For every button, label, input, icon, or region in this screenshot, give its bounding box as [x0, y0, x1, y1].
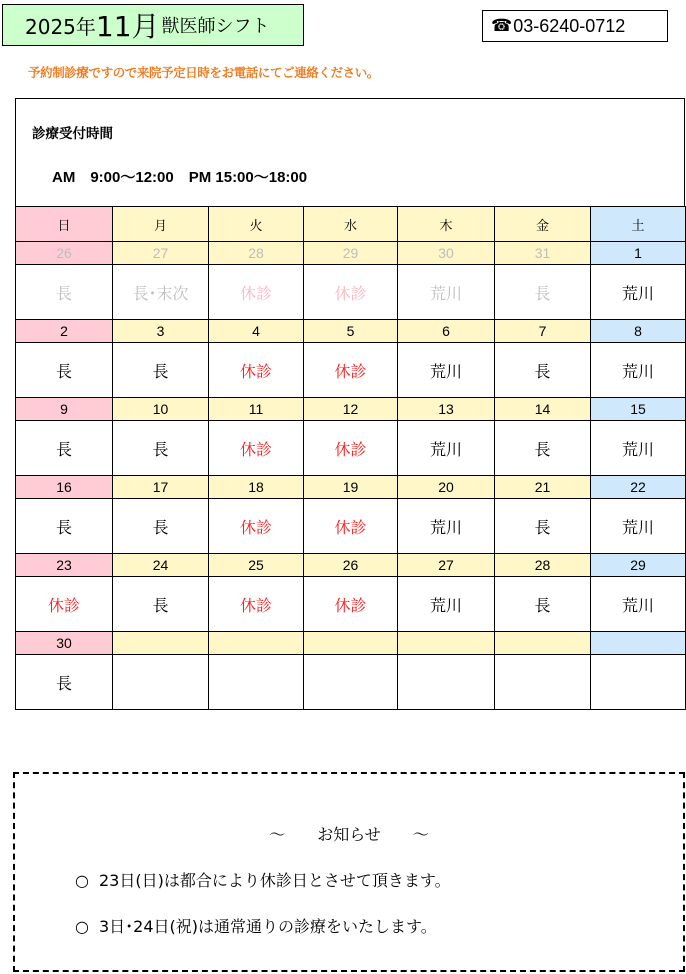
shift-cell: [495, 655, 591, 710]
date-cell: 7: [495, 320, 591, 343]
shift-cell-closed: 休診: [209, 421, 304, 476]
shift-row: [16, 421, 686, 476]
date-row: [16, 320, 686, 343]
date-cell: 5: [304, 320, 398, 343]
shift-cell: 長: [495, 421, 591, 476]
date-cell: 25: [209, 554, 304, 577]
shift-cell: 長･末次: [113, 265, 209, 320]
weekday-sun: 日: [16, 207, 113, 242]
date-cell: 23: [16, 554, 113, 577]
notice-item: [75, 914, 437, 937]
weekday-thu: 木: [398, 207, 495, 242]
circle-bullet-icon: ○: [75, 917, 89, 936]
shift-cell: 長: [16, 499, 113, 554]
notice-title: 〜 お知らせ 〜: [269, 825, 429, 844]
shift-row: [16, 343, 686, 398]
date-row: [16, 242, 686, 265]
date-cell: 1: [591, 242, 686, 265]
shift-cell: 荒川: [591, 499, 686, 554]
shift-cell: 荒川: [398, 265, 495, 320]
shift-cell-closed: 休診: [209, 343, 304, 398]
date-cell: 28: [209, 242, 304, 265]
date-cell: 13: [398, 398, 495, 421]
date-cell: 31: [495, 242, 591, 265]
date-row: [16, 398, 686, 421]
date-cell: 15: [591, 398, 686, 421]
reception-hours-box: [15, 98, 685, 207]
shift-cell: 長: [16, 343, 113, 398]
notice-item-text: 3日･24日(祝)は通常通りの診療をいたします。: [99, 917, 437, 936]
shift-cell: 長: [113, 343, 209, 398]
shift-cell-closed: 休診: [304, 421, 398, 476]
shift-cell: [398, 655, 495, 710]
schedule-title: [2, 4, 304, 46]
shift-calendar: [15, 206, 686, 710]
shift-cell: 荒川: [398, 421, 495, 476]
shift-cell: [304, 655, 398, 710]
weekday-mon: 月: [113, 207, 209, 242]
date-cell: 11: [209, 398, 304, 421]
shift-cell: 荒川: [591, 421, 686, 476]
reception-hours-title: 診療受付時間: [32, 126, 113, 142]
notice-item-text: 23日(日)は都合により休診日とさせて頂きます。: [99, 871, 451, 890]
date-cell: 12: [304, 398, 398, 421]
shift-row: [16, 655, 686, 710]
weekday-wed: 水: [304, 207, 398, 242]
date-cell: [591, 632, 686, 655]
date-cell: 27: [398, 554, 495, 577]
shift-cell-closed: 休診: [209, 577, 304, 632]
date-cell: 19: [304, 476, 398, 499]
shift-cell: 荒川: [591, 577, 686, 632]
date-row: [16, 632, 686, 655]
phone-number: 03-6240-0712: [513, 15, 626, 36]
reservation-note: 予約制診療ですので来院予定日時をお電話にてご連絡ください。: [28, 65, 379, 80]
date-cell: 14: [495, 398, 591, 421]
shift-cell: 長: [113, 577, 209, 632]
shift-cell: [113, 655, 209, 710]
telephone-icon: ☎: [491, 16, 513, 35]
date-cell: 8: [591, 320, 686, 343]
weekday-header-row: [16, 207, 686, 242]
shift-cell: [591, 655, 686, 710]
date-cell: 2: [16, 320, 113, 343]
shift-cell: 長: [495, 343, 591, 398]
shift-cell-closed: 休診: [209, 265, 304, 320]
shift-cell: [209, 655, 304, 710]
circle-bullet-icon: ○: [75, 871, 89, 890]
date-cell: 22: [591, 476, 686, 499]
date-row: [16, 554, 686, 577]
date-cell: 27: [113, 242, 209, 265]
notice-item: [75, 868, 451, 891]
shift-cell: 長: [16, 655, 113, 710]
weekday-tue: 火: [209, 207, 304, 242]
date-cell: [209, 632, 304, 655]
title-year: 2025年: [25, 14, 96, 39]
shift-row: [16, 577, 686, 632]
date-cell: 29: [304, 242, 398, 265]
title-text: 獣医師シフト: [161, 16, 270, 37]
date-cell: 21: [495, 476, 591, 499]
date-cell: [304, 632, 398, 655]
shift-cell: 長: [495, 577, 591, 632]
shift-cell-closed: 休診: [16, 577, 113, 632]
shift-cell: 荒川: [398, 577, 495, 632]
shift-cell: 長: [495, 499, 591, 554]
reception-hours-times: AM 9:00〜12:00 PM 15:00〜18:00: [52, 169, 308, 186]
shift-cell-closed: 休診: [304, 499, 398, 554]
date-cell: 26: [16, 242, 113, 265]
date-cell: 29: [591, 554, 686, 577]
date-cell: [495, 632, 591, 655]
date-cell: 10: [113, 398, 209, 421]
shift-cell-closed: 休診: [304, 265, 398, 320]
date-cell: 28: [495, 554, 591, 577]
weekday-sat: 土: [591, 207, 686, 242]
shift-cell: 荒川: [398, 499, 495, 554]
date-cell: 18: [209, 476, 304, 499]
date-cell: 30: [16, 632, 113, 655]
date-cell: 4: [209, 320, 304, 343]
notice-box: [13, 772, 685, 972]
shift-cell-closed: 休診: [209, 499, 304, 554]
date-cell: 17: [113, 476, 209, 499]
shift-cell: 長: [113, 499, 209, 554]
date-cell: 16: [16, 476, 113, 499]
shift-cell: 長: [16, 265, 113, 320]
title-month: 11月: [95, 10, 160, 43]
shift-cell-closed: 休診: [304, 343, 398, 398]
date-row: [16, 476, 686, 499]
shift-cell: 長: [113, 421, 209, 476]
shift-cell: 長: [495, 265, 591, 320]
date-cell: 30: [398, 242, 495, 265]
shift-cell: 長: [16, 421, 113, 476]
date-cell: 6: [398, 320, 495, 343]
date-cell: 9: [16, 398, 113, 421]
shift-row: [16, 265, 686, 320]
shift-cell: 荒川: [591, 343, 686, 398]
date-cell: 20: [398, 476, 495, 499]
shift-row: [16, 499, 686, 554]
date-cell: 24: [113, 554, 209, 577]
date-cell: [113, 632, 209, 655]
date-cell: 26: [304, 554, 398, 577]
date-cell: 3: [113, 320, 209, 343]
shift-cell: 荒川: [591, 265, 686, 320]
phone-number-box: [482, 10, 668, 42]
weekday-fri: 金: [495, 207, 591, 242]
date-cell: [398, 632, 495, 655]
shift-cell: 荒川: [398, 343, 495, 398]
shift-cell-closed: 休診: [304, 577, 398, 632]
